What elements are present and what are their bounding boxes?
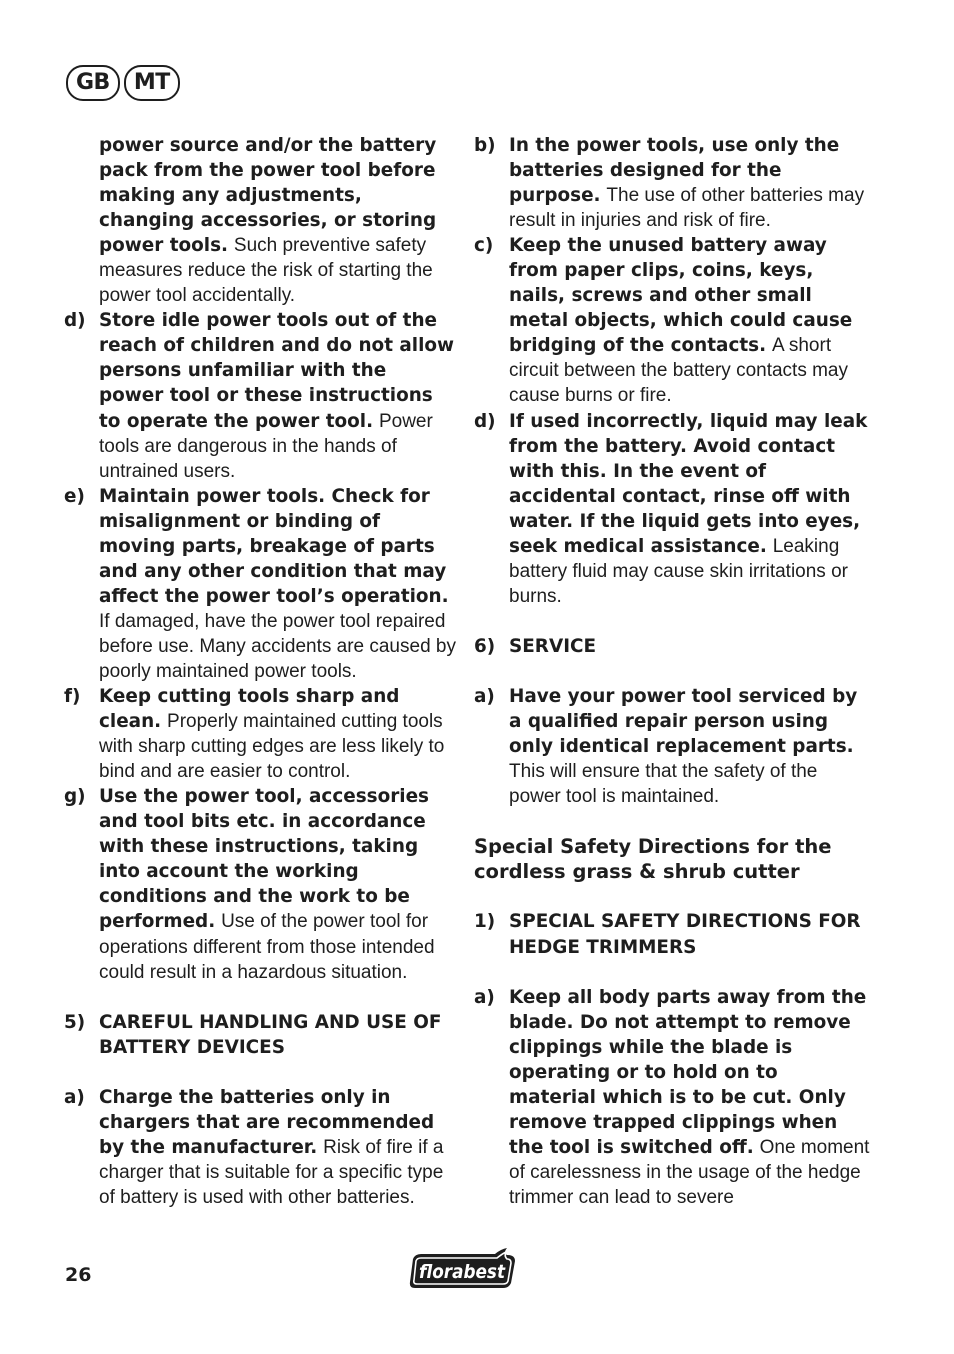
section-1-heading: [474, 909, 870, 959]
item-e: [64, 484, 456, 684]
lang-badge-gb: GB: [66, 65, 120, 101]
item-label: d): [474, 410, 496, 432]
section-number: 5): [64, 1011, 86, 1033]
item-d: [64, 308, 456, 483]
item-bold-text: Use the power tool, accessories and tool bits etc. in accordance with these instructions, taking into account the working conditions and the work to be performed.: [99, 786, 430, 933]
section-title: SPECIAL SAFETY DIRECTIONS FOR HEDGE TRIMMERS: [509, 911, 861, 958]
item-label: f): [64, 686, 81, 708]
item-normal-text: Risk of fire if a charger that is suitable for a specific type of battery is used with other batteries.: [99, 1136, 444, 1208]
item-b: [474, 133, 870, 233]
item-c: [474, 233, 870, 408]
section-title: SERVICE: [509, 635, 597, 657]
item-f: [64, 684, 456, 784]
item-label: e): [64, 485, 85, 507]
item-normal-text: The use of other batteries may result in injuries and risk of fire.: [509, 185, 865, 232]
item-label: a): [474, 686, 495, 708]
item-bold-text: Charge the batteries only in chargers that are recommended by the manufacturer.: [99, 1086, 435, 1158]
item-normal-text: A short circuit between the battery contacts may cause burns or fire.: [509, 335, 848, 407]
item-bold-text: Keep cutting tools sharp and clean.: [99, 686, 400, 733]
right-column: [474, 133, 870, 1210]
item-normal-text: Use of the power tool for operations different from those intended could result in a hazardous situation.: [99, 911, 435, 983]
item-label: d): [64, 310, 86, 332]
item-normal-text: Leaking battery fluid may cause skin irritations or burns.: [509, 535, 848, 607]
item-normal-text: Such preventive safety measures reduce the risk of starting the power tool accidentally.: [99, 235, 433, 307]
item-label: a): [64, 1086, 85, 1108]
item-bold-text: Keep all body parts away from the blade. Do not attempt to remove clippings while the blade is operating or to hold on to material which is to be cut. Only remove trapped clippings when the tool is switched off.: [509, 986, 867, 1158]
item-d-battery: [474, 409, 870, 609]
florabest-logo: [407, 1247, 519, 1289]
item-normal-text: This will ensure that the safety of the power tool is maintained.: [509, 761, 818, 808]
item-label: a): [474, 986, 495, 1008]
item-bold-text: In the power tools, use only the batteries designed for the purpose.: [509, 135, 840, 207]
item-1a: [474, 985, 870, 1210]
item-normal-text: Properly maintained cutting tools with sharp cutting edges are less likely to bind and are easier to control.: [99, 711, 445, 783]
item-bold-text: Keep the unused battery away from paper clips, coins, keys, nails, screws and other small metal objects, which could cause bridging of the contacts.: [509, 235, 853, 357]
item-label: g): [64, 786, 86, 808]
item-c-continued: [64, 133, 456, 308]
language-badges: [66, 65, 180, 101]
item-label: b): [474, 135, 496, 156]
item-g: [64, 784, 456, 984]
section-number: 1): [474, 911, 496, 933]
item-bold-text: If used incorrectly, liquid may leak from the battery. Avoid contact with this. In the event of accidental contact, rinse off with water. If the liquid gets into eyes, seek medical assistance.: [509, 410, 868, 557]
item-6a: [474, 684, 870, 809]
logo-text: florabest: [419, 1261, 506, 1283]
item-bold-text: power source and/or the battery pack from the power tool before making any adjustments, changing accessories, or storing power tools.: [99, 135, 437, 257]
item-bold-text: Maintain power tools. Check for misalignment or binding of moving parts, breakage of parts and any other condition that may affect the power tool’s operation.: [99, 485, 449, 607]
special-safety-heading: Special Safety Directions for the cordless grass & shrub cutter: [474, 835, 832, 884]
lang-badge-mt: MT: [124, 65, 180, 101]
page-number: 26: [65, 1264, 92, 1286]
section-number: 6): [474, 635, 496, 657]
item-bold-text: Store idle power tools out of the reach of children and do not allow persons unfamiliar with the power tool or these instructions to operate the power tool.: [99, 310, 455, 432]
section-5-heading: [64, 1010, 456, 1060]
item-normal-text: One moment of carelessness in the usage of the hedge trimmer can lead to severe: [509, 1136, 870, 1208]
item-label: c): [474, 235, 494, 257]
section-title: CAREFUL HANDLING AND USE OF BATTERY DEVICES: [99, 1011, 442, 1058]
item-5a: [64, 1085, 456, 1210]
section-6-heading: [474, 634, 870, 659]
left-column: [64, 133, 456, 1210]
item-normal-text: Power tools are dangerous in the hands of untrained users.: [99, 410, 433, 482]
item-normal-text: If damaged, have the power tool repaired before use. Many accidents are caused by poorly maintained power tools.: [99, 610, 456, 682]
item-bold-text: Have your power tool serviced by a qualified repair person using only identical replacement parts.: [509, 686, 858, 758]
